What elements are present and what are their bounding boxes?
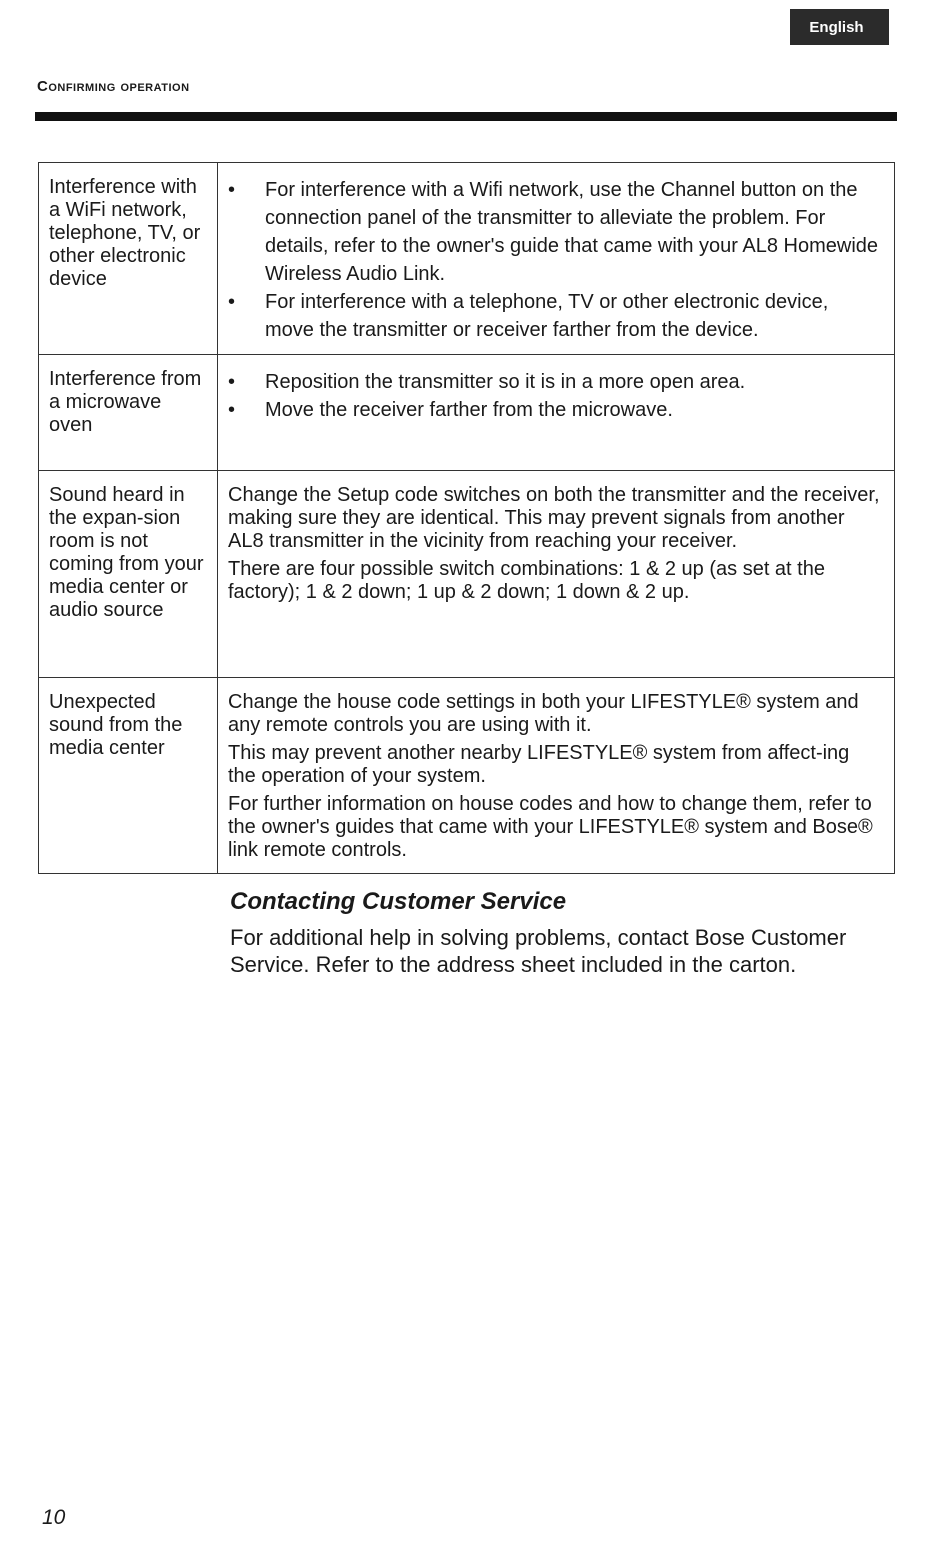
language-tab: English	[790, 9, 889, 45]
bullet-icon: •	[228, 291, 236, 313]
solution-paragraph: This may prevent another nearby LIFESTYLE® system from affect-ing the operation of your system.	[228, 742, 850, 787]
customer-service-heading: Contacting Customer Service	[230, 888, 567, 915]
solution-paragraph: There are four possible switch combinations: 1 & 2 up (as set at the factory); 1 & 2 down; 1 up & 2 down; 1 down & 2 up.	[228, 558, 825, 603]
solution-paragraph: Change the house code settings in both your LIFESTYLE® system and any remote controls you are using with it.	[228, 691, 859, 736]
solution-cell	[218, 355, 895, 471]
bullet-icon: •	[228, 179, 236, 201]
page-number: 10	[42, 1506, 66, 1529]
solution-paragraph: For further information on house codes and how to change them, refer to the owner's guides that came with your LIFESTYLE® system and Bose® link remote controls.	[228, 793, 873, 861]
list-item	[228, 368, 882, 396]
list-item	[228, 396, 882, 424]
solution-cell	[218, 163, 895, 355]
table-row	[39, 163, 895, 355]
solution-bullet-list	[228, 368, 882, 424]
table-row	[39, 471, 895, 678]
bullet-icon: •	[228, 371, 236, 393]
table-row	[39, 678, 895, 874]
solution-paragraph: Change the Setup code switches on both the transmitter and the receiver, making sure they are identical. This may prevent signals from another AL8 transmitter in the vicinity from reaching your receiver.	[228, 484, 880, 552]
solution-cell	[218, 471, 895, 678]
table-row	[39, 355, 895, 471]
list-item	[228, 176, 882, 288]
problem-cell: Unexpected sound from the media center	[39, 678, 218, 874]
solution-text: For interference with a telephone, TV or other electronic device, move the transmitter or receiver farther from the device.	[265, 291, 829, 341]
header-rule	[35, 112, 897, 121]
solution-text: Reposition the transmitter so it is in a more open area.	[265, 371, 746, 393]
list-item	[228, 288, 882, 344]
section-header: Confirming operation	[37, 78, 190, 95]
problem-cell: Interference from a microwave oven	[39, 355, 218, 471]
solution-text: Move the receiver farther from the microwave.	[265, 399, 673, 421]
solution-bullet-list	[228, 176, 882, 344]
solution-text: For interference with a Wifi network, use the Channel button on the connection panel of the transmitter to alleviate the problem. For details, refer to the owner's guide that came with your AL8 Homewide Wireless Audio Link.	[265, 179, 879, 285]
troubleshooting-table	[38, 162, 895, 874]
problem-cell: Interference with a WiFi network, telephone, TV, or other electronic device	[39, 163, 218, 355]
solution-cell	[218, 678, 895, 874]
customer-service-body: For additional help in solving problems, contact Bose Customer Service. Refer to the address sheet included in the carton.	[230, 925, 847, 977]
problem-cell: Sound heard in the expan-sion room is not coming from your media center or audio source	[39, 471, 218, 678]
bullet-icon: •	[228, 399, 236, 421]
